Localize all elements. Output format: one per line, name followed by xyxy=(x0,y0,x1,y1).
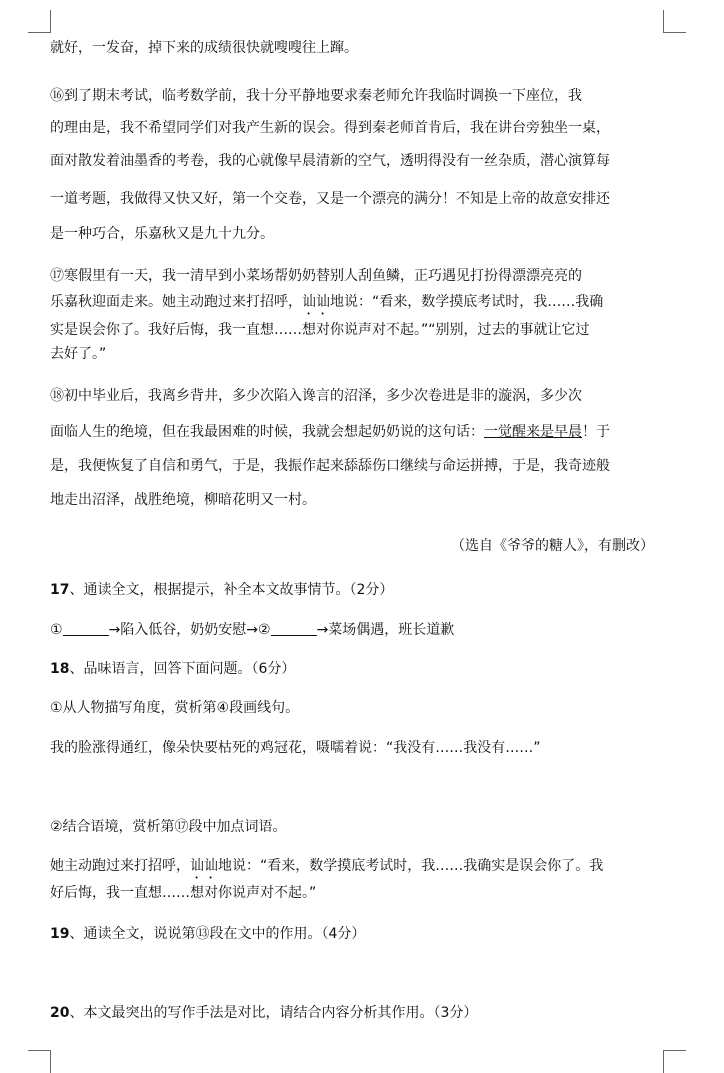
paragraph-18-line-1: ⑱初中毕业后，我离乡背井，多少次陷入谗言的沼泽，多少次卷进是非的漩涡，多少次 xyxy=(50,388,582,404)
question-number: 17 xyxy=(50,582,70,598)
answer-blank-2[interactable] xyxy=(271,621,317,636)
paragraph-17-line-1: ⑰寒假里有一天，我一清早到小菜场帮奶奶替别人刮鱼鳞，正巧遇见打扮得漂漂亮亮的 xyxy=(50,268,582,284)
corner-mark-bottom-left xyxy=(28,1050,51,1073)
question-number: 18 xyxy=(50,661,70,677)
paragraph-17-line-2: 乐嘉秋迎面走来。她主动跑过来打招呼，讪讪地说：“看来，数学摸底考试时，我……我确 xyxy=(50,294,604,310)
paragraph-16-line-2: 的理由是，我不希望同学们对我产生新的误会。得到秦老师首肯后，我在讲台旁独坐一桌， xyxy=(50,120,610,136)
corner-mark-top-right xyxy=(663,10,686,33)
question-18-sub-2: ②结合语境，赏析第⑰段中加点词语。 xyxy=(50,819,287,835)
question-18-quote-1: 我的脸涨得通红，像朵快要枯死的鸡冠花，嗫嚅着说：“我没有……我没有……” xyxy=(50,740,541,756)
question-18-quote-2: 她主动跑过来打招呼，讪讪地说：“看来，数学摸底考试时，我……我确实是误会你了。我 xyxy=(50,858,604,874)
question-number: 20 xyxy=(50,1005,70,1021)
paragraph-15-tail: 就好，一发奋，掉下来的成绩很快就嗖嗖往上蹿。 xyxy=(50,40,358,56)
paragraph-16-line-1: ⑯到了期末考试，临考数学前，我十分平静地要求秦老师允许我临时调换一下座位，我 xyxy=(50,88,582,104)
paragraph-18-line-4: 地走出沼泽，战胜绝境，柳暗花明又一村。 xyxy=(50,492,316,508)
dotted-word: 讪讪 xyxy=(302,294,330,310)
question-18: 18、品味语言，回答下面问题。（6分） xyxy=(50,661,296,677)
source-note: （选自《爷爷的糖人》，有删改） xyxy=(451,538,654,554)
question-19: 19、通读全文，说说第⑬段在文中的作用。（4分） xyxy=(50,926,366,942)
paragraph-16-line-3: 面对散发着油墨香的考卷，我的心就像早晨清新的空气，透明得没有一丝杂质，潜心演算每 xyxy=(50,153,610,169)
paragraph-18-line-2: 面临人生的绝境，但在我最困难的时候，我就会想起奶奶说的这句话：一觉醒来是早晨！于 xyxy=(50,424,610,440)
paragraph-16-line-5: 是一种巧合，乐嘉秋又是九十九分。 xyxy=(50,226,274,242)
question-20: 20、本文最突出的写作手法是对比，请结合内容分析其作用。（3分） xyxy=(50,1005,478,1021)
underlined-phrase: 一觉醒来是早晨 xyxy=(484,424,582,440)
question-18-sub-1: ①从人物描写角度，赏析第④段画线句。 xyxy=(50,700,300,716)
question-17-flow: ① →陷入低谷，奶奶安慰→② →菜场偶遇，班长道歉 xyxy=(50,622,455,638)
paragraph-18-line-3: 是，我便恢复了自信和勇气，于是，我振作起来舔舔伤口继续与命运拼搏，于是，我奇迹般 xyxy=(50,458,610,474)
question-number: 19 xyxy=(50,926,70,942)
question-17: 17、通读全文，根据提示，补全本文故事情节。（2分） xyxy=(50,582,394,598)
corner-mark-bottom-right xyxy=(663,1050,686,1073)
answer-blank-1[interactable] xyxy=(63,621,109,636)
paragraph-17-line-3: 实是误会你了。我好后悔，我一直想……想对你说声对不起。”“别别，过去的事就让它过 xyxy=(50,322,590,338)
paragraph-17-line-4: 去好了。” xyxy=(50,346,107,362)
paragraph-16-line-4: 一道考题，我做得又快又好，第一个交卷，又是一个漂亮的满分！不知是上帝的故意安排还 xyxy=(50,191,610,207)
question-18-quote-2-line-2: 好后悔，我一直想……想对你说声对不起。” xyxy=(50,885,317,901)
corner-mark-top-left xyxy=(28,10,51,33)
dotted-word: 讪讪 xyxy=(190,858,218,874)
